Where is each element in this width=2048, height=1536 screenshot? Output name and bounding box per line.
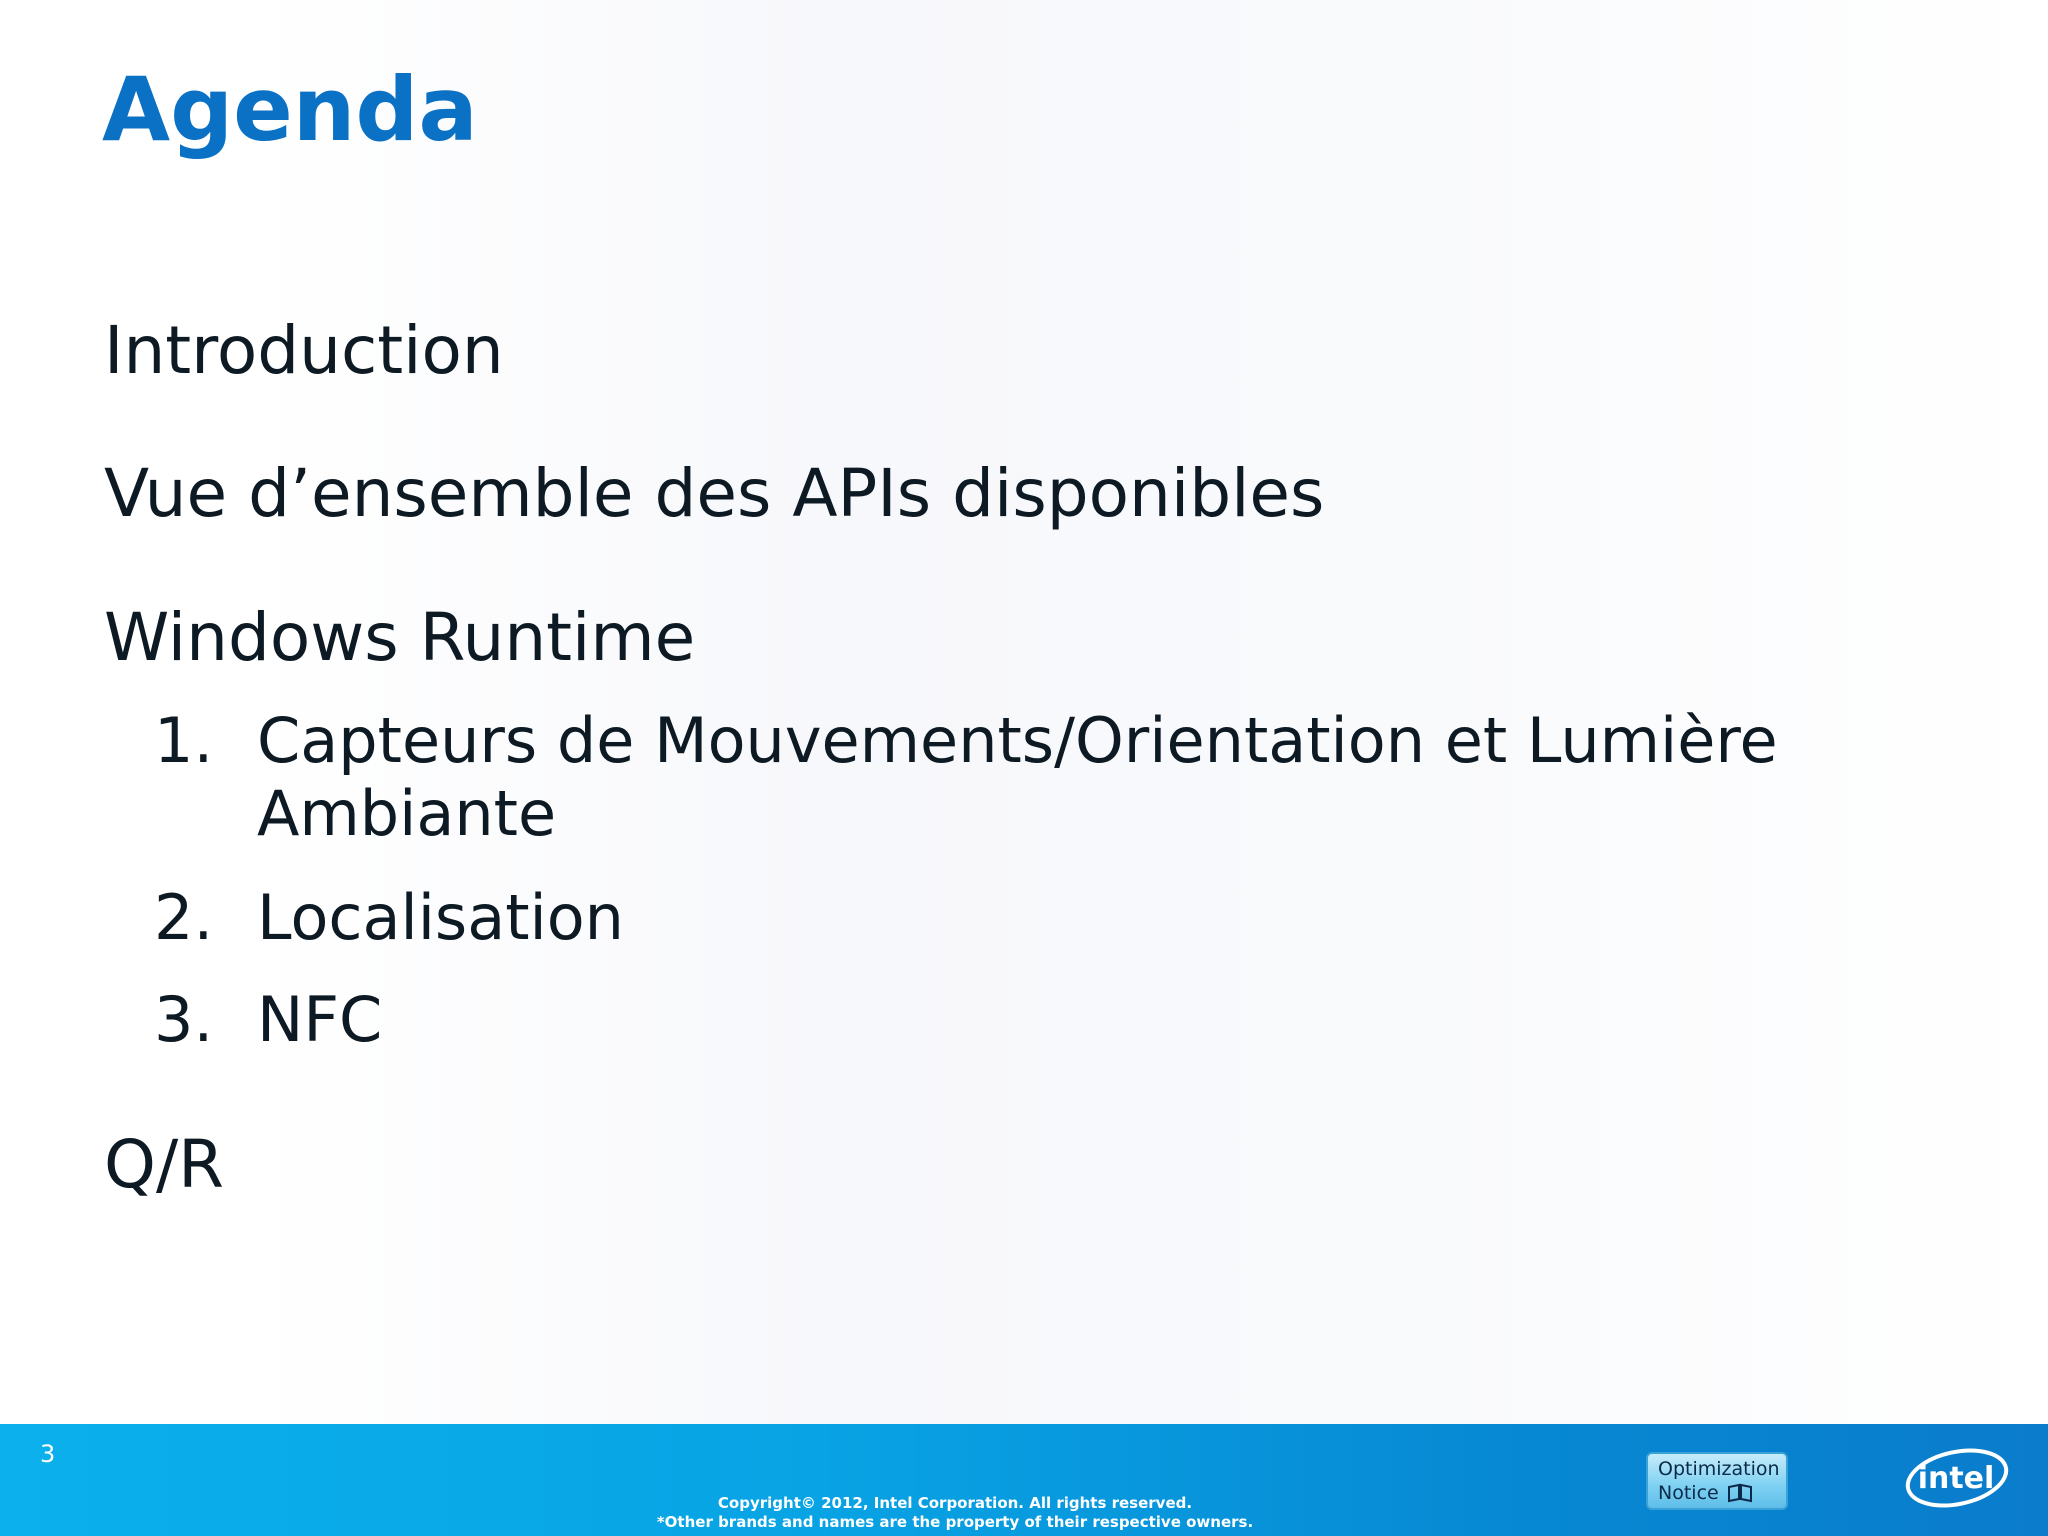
- subitem-number: 1.: [154, 704, 214, 777]
- optimization-label: Optimization: [1658, 1458, 1780, 1480]
- agenda-item-overview: Vue d’ensemble des APIs disponibles: [104, 455, 1325, 532]
- trademark-line: *Other brands and names are the property of their respective owners.: [656, 1513, 1254, 1531]
- agenda-subitem: [154, 881, 1817, 954]
- subitem-text: Capteurs de Mouvements/Orientation et Lumière Ambiante: [257, 704, 1778, 851]
- footer-bar: [0, 1424, 2048, 1536]
- copyright-notice: [0, 1494, 1910, 1532]
- optimization-notice-button[interactable]: [1646, 1452, 1788, 1510]
- agenda-item-introduction: Introduction: [104, 312, 504, 389]
- book-icon: [1727, 1483, 1753, 1503]
- agenda-item-qa: Q/R: [104, 1126, 225, 1203]
- agenda-subitem: [154, 983, 1817, 1056]
- slide-title: Agenda: [102, 58, 478, 161]
- intel-logo-icon: [1902, 1442, 2012, 1514]
- subitem-number: 2.: [154, 881, 214, 954]
- agenda-item-runtime: Windows Runtime: [104, 599, 696, 676]
- agenda-subitem: [154, 704, 1817, 850]
- notice-label: Notice: [1658, 1482, 1719, 1504]
- subitem-number: 3.: [154, 983, 214, 1056]
- copyright-line: Copyright© 2012, Intel Corporation. All rights reserved.: [717, 1494, 1193, 1512]
- subitem-text: NFC: [257, 983, 383, 1056]
- subitem-text: Localisation: [257, 881, 624, 954]
- page-number: 3: [40, 1440, 56, 1468]
- intel-logo-text: intel: [1917, 1461, 1995, 1496]
